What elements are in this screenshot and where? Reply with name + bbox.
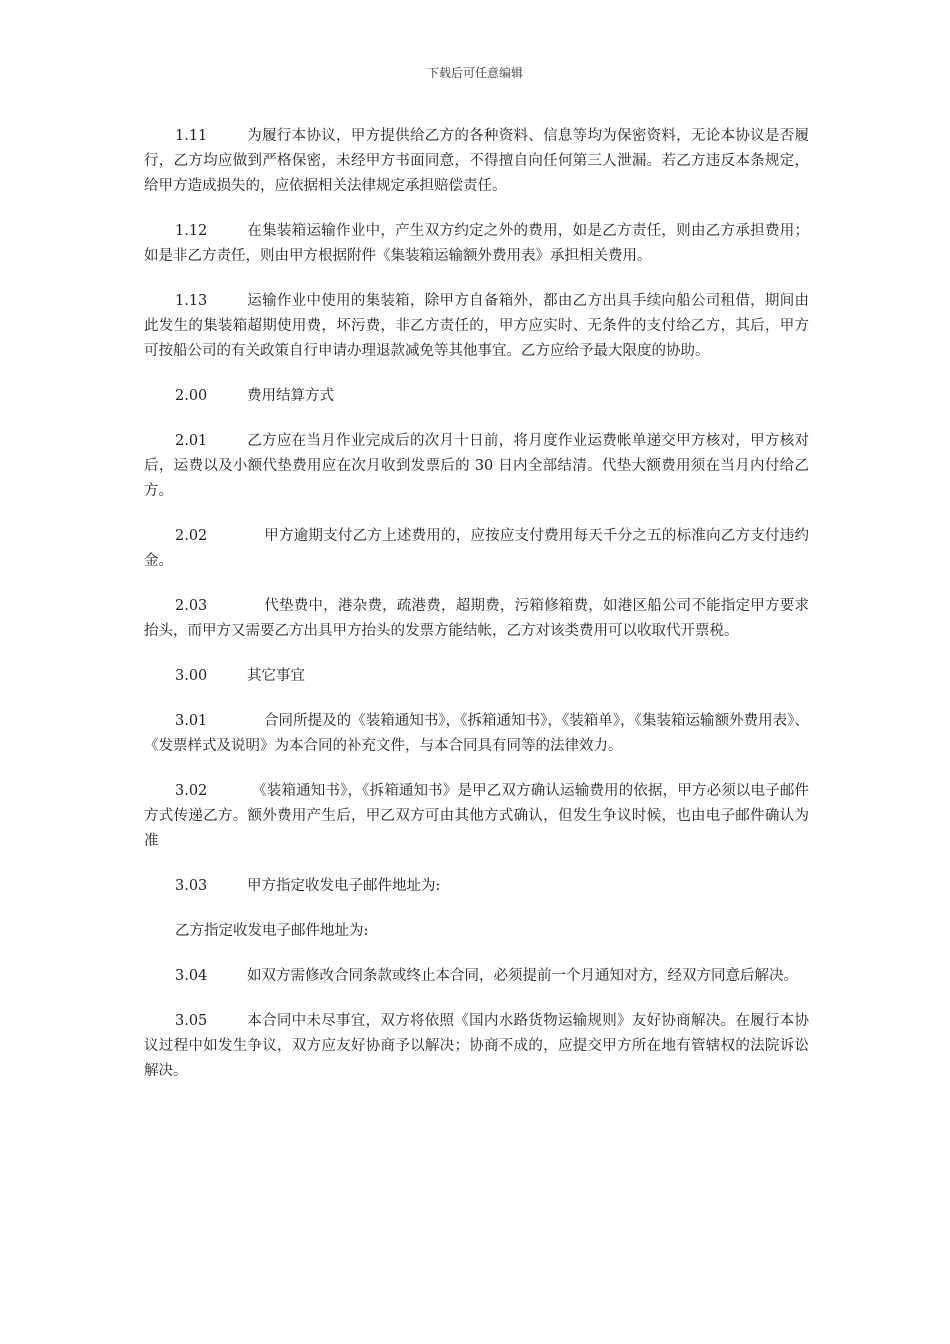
- clause-text: 《装箱通知书》，《拆箱通知书》是甲乙双方确认运输费用的依据，甲方必须以电子邮件方式传递乙方。额外费用产生后，甲乙双方可由其他方式确认，但发生争议时候，也由电子邮件确认为准: [144, 783, 809, 849]
- clause-number: 3.04: [175, 968, 208, 984]
- clause-number: 3.05: [175, 1013, 208, 1029]
- clause-1-13: [144, 289, 809, 364]
- clause-3-03: [144, 874, 809, 899]
- section-title: 其它事宜: [247, 668, 305, 684]
- clause-number: 1.13: [175, 293, 208, 309]
- clause-text: 本合同中未尽事宜，双方将依照《国内水路货物运输规则》友好协商解决。在履行本协议过程中如发生争议，双方应友好协商予以解决；协商不成的，应提交甲方所在地有管辖权的法院诉讼解决。: [144, 1013, 809, 1079]
- clause-2-02: [144, 524, 809, 574]
- clause-text: 甲方指定收发电子邮件地址为:: [247, 878, 441, 894]
- clause-2-01: [144, 429, 809, 504]
- clause-number: 1.11: [175, 128, 208, 144]
- clause-number: 2.02: [175, 528, 208, 544]
- clause-text: 为履行本协议，甲方提供给乙方的各种资料、信息等均为保密资料，无论本协议是否履行，乙方均应做到严格保密，未经甲方书面同意，不得擅自向任何第三人泄漏。若乙方违反本条规定，给甲方造成损失的，应依据相关法律规定承担赔偿责任。: [144, 128, 809, 194]
- clause-text: 合同所提及的《装箱通知书》，《拆箱通知书》，《装箱单》，《集装箱运输额外费用表》、《发票样式及说明》为本合同的补充文件，与本合同具有同等的法律效力。: [144, 713, 809, 754]
- clause-number: 2.03: [175, 598, 208, 614]
- clause-number: 1.12: [175, 223, 208, 239]
- clause-3-01: [144, 709, 809, 759]
- page-header: 下载后可任意编辑: [426, 66, 523, 80]
- clause-text: 代垫费中，港杂费，疏港费，超期费，污箱修箱费，如港区船公司不能指定甲方要求抬头，而甲方又需要乙方出具甲方抬头的发票方能结帐，乙方对该类费用可以收取代开票税。: [144, 598, 809, 639]
- clause-number: 3.02: [175, 783, 208, 799]
- clause-text: 运输作业中使用的集装箱，除甲方自备箱外，都由乙方出具手续向船公司租借，期间由此发生的集装箱超期使用费，坏污费，非乙方责任的，甲方应实时、无条件的支付给乙方，其后，甲方可按船公司的有关政策自行申请办理退款减免等其他事宜。乙方应给予最大限度的协助。: [144, 293, 809, 359]
- clause-text: 乙方指定收发电子邮件地址为:: [175, 923, 369, 939]
- clause-number: 3.01: [175, 713, 208, 729]
- clause-2-03: [144, 594, 809, 644]
- clause-3-05: [144, 1009, 809, 1084]
- clause-1-11: [144, 124, 809, 199]
- clause-text: 甲方逾期支付乙方上述费用的，应按应支付费用每天千分之五的标准向乙方支付违约金。: [144, 528, 809, 569]
- clause-number: 2.01: [175, 433, 208, 449]
- section-3-00: [144, 664, 809, 689]
- section-title: 费用结算方式: [247, 388, 334, 404]
- clause-text: 乙方应在当月作业完成后的次月十日前，将月度作业运费帐单递交甲方核对，甲方核对后，运费以及小额代垫费用应在次月收到发票后的 30 日内全部结清。代垫大额费用须在当月内付给乙方。: [144, 433, 809, 499]
- clause-3-04: [144, 964, 809, 989]
- section-2-00: [144, 384, 809, 409]
- clause-number: 3.00: [175, 668, 208, 684]
- clause-number: 2.00: [175, 388, 208, 404]
- clause-text: 如双方需修改合同条款或终止本合同，必须提前一个月通知对方，经双方同意后解决。: [247, 968, 798, 984]
- clause-number: 3.03: [175, 878, 208, 894]
- document-body: [144, 124, 809, 1104]
- clause-3-03-party-b: [144, 919, 809, 944]
- clause-3-02: [144, 779, 809, 854]
- clause-1-12: [144, 219, 809, 269]
- clause-text: 在集装箱运输作业中，产生双方约定之外的费用，如是乙方责任，则由乙方承担费用；如是非乙方责任，则由甲方根据附件《集装箱运输额外费用表》承担相关费用。: [144, 223, 809, 264]
